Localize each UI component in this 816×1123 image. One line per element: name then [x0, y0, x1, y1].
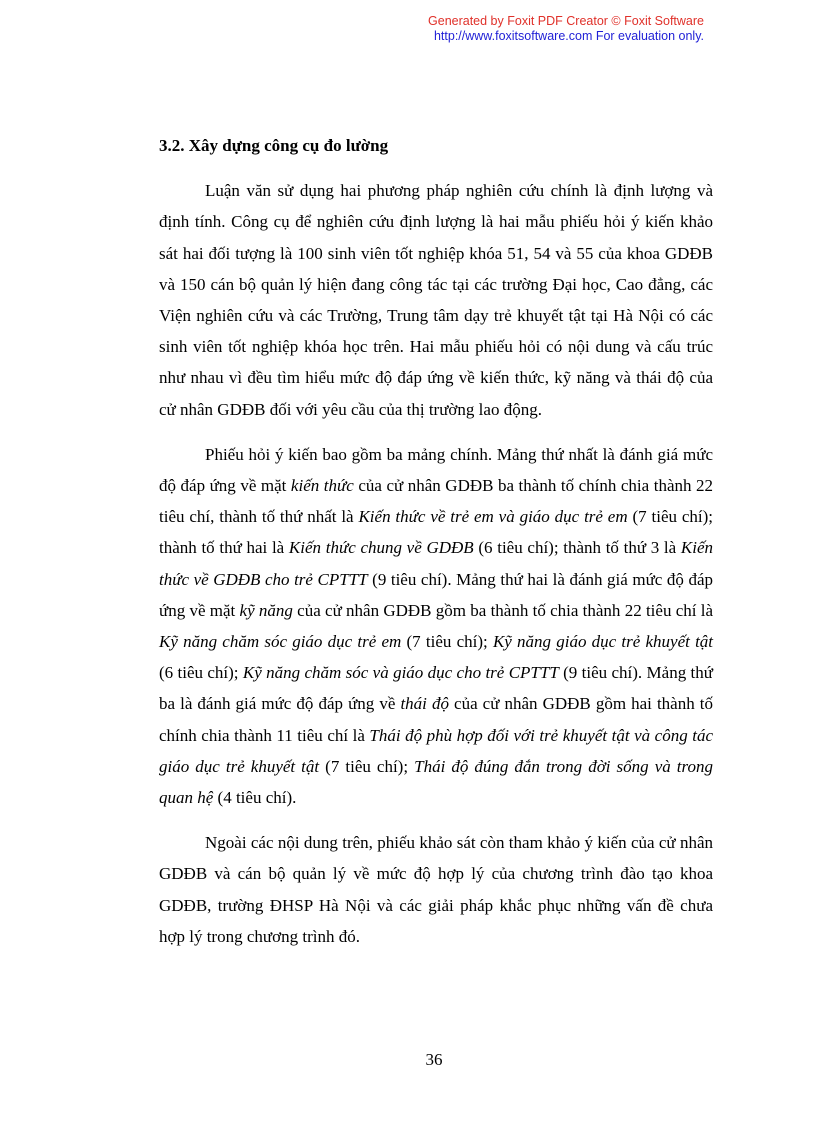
paragraph-2: [159, 439, 713, 813]
text-run: Ngoài các nội dung trên, phiếu khảo sát còn tham khảo ý kiến của cử nhân GDĐB và cán bộ quản lý về mức độ hợp lý của chương trình đào tạo khoa GDĐB, trường ĐHSP Hà Nội và các giải pháp khắc phục những vấn đề chưa hợp lý trong chương trình đó.: [159, 833, 713, 946]
italic-term: Kỹ năng chăm sóc và giáo dục cho trẻ CPTTT: [242, 663, 559, 683]
italic-term: thái độ: [400, 694, 449, 714]
watermark-line-2: http://www.foxitsoftware.com For evaluation only.: [433, 29, 704, 43]
text-run: Phiếu hỏi ý kiến bao gồm ba mảng chính. Mảng thứ nhất là đánh giá mức độ đáp ứng về mặt: [159, 444, 713, 496]
italic-term: Thái độ phù hợp đối với trẻ khuyết tật và công tác giáo dục trẻ khuyết tật: [159, 725, 713, 776]
italic-term: Kiến thức về GDĐB cho trẻ CPTTT: [159, 538, 714, 589]
text-run: (7 tiêu chí);: [319, 756, 415, 776]
text-run: (9 tiêu chí). Mảng thứ hai là đánh giá mức độ đáp ứng về mặt: [159, 569, 713, 620]
paragraph-3: [159, 827, 713, 952]
section-heading: 3.2. Xây dựng công cụ đo lường: [159, 136, 389, 155]
paragraph-1: [159, 175, 713, 425]
foxit-watermark: [428, 14, 704, 44]
text-run: (9 tiêu chí). Mảng thứ ba là đánh giá mức độ đáp ứng về: [159, 663, 713, 714]
watermark-line-1: Generated by Foxit PDF Creator © Foxit Software: [428, 14, 704, 28]
italic-term: Kỹ năng chăm sóc giáo dục trẻ em: [159, 632, 402, 652]
text-run: (6 tiêu chí); thành tố thứ 3 là: [473, 538, 681, 558]
text-run: Luận văn sử dụng hai phương pháp nghiên cứu chính là định lượng và định tính. Công cụ để nghiên cứu định lượng là hai mẫu phiếu hỏi ý kiến khảo sát hai đối tượng là 100 sinh viên tốt nghiệp khóa 51, 54 và 55 của khoa GDĐB và 150 cán bộ quản lý hiện đang công tác tại các trường Đại học, Cao đẳng, các Viện nghiên cứu và các Trường, Trung tâm dạy trẻ khuyết tật tại Hà Nội có các sinh viên tốt nghiệp khóa học trên. Hai mẫu phiếu hỏi có nội dung và cấu trúc như nhau vì đều tìm hiểu mức độ đáp ứng về kiến thức, kỹ năng và thái độ của cử nhân GDĐB đối với yêu cầu của thị trường lao động.: [159, 181, 713, 419]
italic-term: Kiến thức về trẻ em và giáo dục trẻ em: [358, 507, 628, 527]
text-run: (4 tiêu chí).: [213, 788, 297, 808]
italic-term: Kiến thức chung về GDĐB: [288, 538, 474, 558]
document-body: [159, 120, 713, 966]
italic-term: Thái độ đúng đắn trong đời sống và trong quan hệ: [159, 756, 713, 808]
text-run: của cử nhân GDĐB gồm ba thành tố chia thành 22 tiêu chí là: [292, 600, 714, 620]
italic-term: Kỹ năng giáo dục trẻ khuyết tật: [492, 632, 714, 652]
text-run: của cử nhân GDĐB ba thành tố chính chia thành 22 tiêu chí, thành tố thứ nhất là: [159, 476, 714, 527]
text-run: (7 tiêu chí); thành tố thứ hai là: [159, 507, 713, 558]
text-run: (7 tiêu chí);: [401, 632, 493, 652]
text-run: (6 tiêu chí);: [159, 663, 243, 683]
text-run: của cử nhân GDĐB gồm hai thành tố chính chia thành 11 tiêu chí là: [159, 694, 713, 745]
page-number: 36: [425, 1050, 443, 1069]
italic-term: kiến thức: [290, 476, 354, 496]
italic-term: kỹ năng: [239, 600, 293, 620]
